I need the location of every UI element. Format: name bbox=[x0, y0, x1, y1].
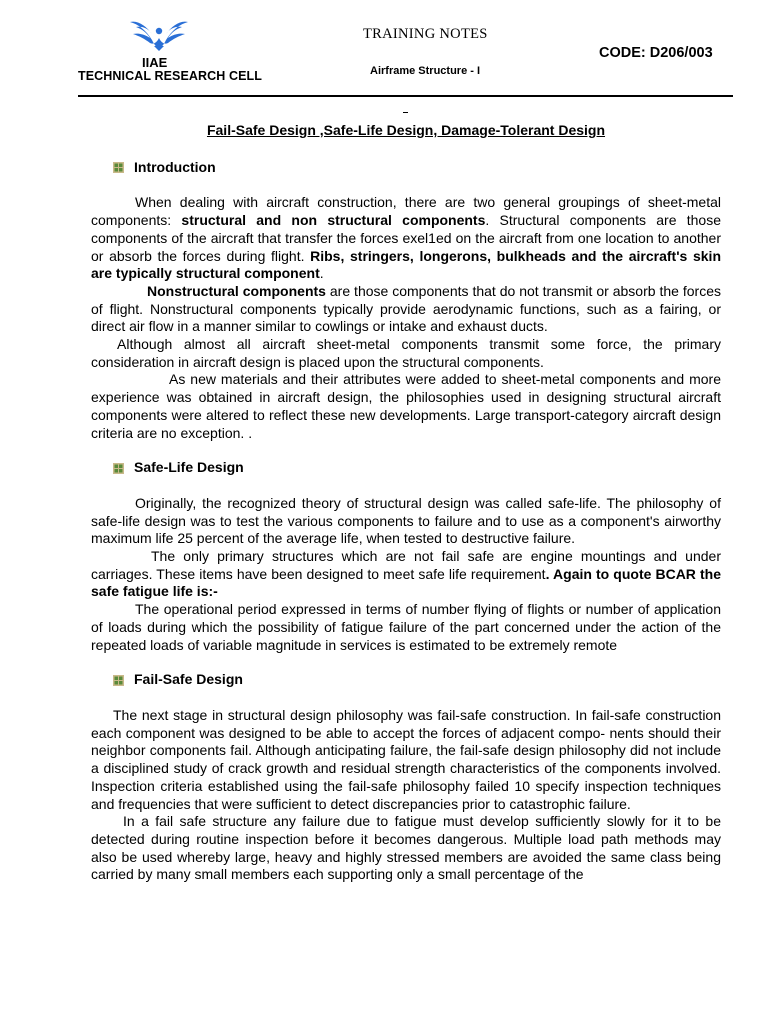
paragraph: The operational period expressed in terms of number flying of flights or number of application of loads during which the possibility of fatigue failure of the part concerned under the action of the repeated loads of variable magnitude in services is estimated to be extremely remote bbox=[91, 601, 721, 653]
header-tick-mark bbox=[403, 112, 408, 113]
org-name: IIAE bbox=[142, 55, 168, 70]
section-title: Introduction bbox=[134, 158, 216, 175]
section-title: Fail-Safe Design bbox=[134, 671, 243, 688]
org-subtitle: TECHNICAL RESEARCH CELL bbox=[78, 69, 263, 83]
square-bullet-icon bbox=[113, 162, 124, 173]
paragraph: When dealing with aircraft construction, there are two general groupings of sheet-metal components: structural and non structural components. Structural components are those components of the aircraft that transfer the forces exel1ed on the aircraft from one location to another or absorb the forces during flight. Ribs, stringers, longerons, bulkheads and the aircraft's skin are typically structural component. bbox=[91, 194, 721, 282]
page-header bbox=[0, 0, 768, 98]
header-rule bbox=[78, 95, 733, 97]
section-heading-safe-life bbox=[113, 459, 721, 477]
paragraph: The only primary structures which are not fail safe are engine mountings and under carriages. These items have been designed to meet safe life requirement. Again to quote BCAR the safe fatigue life is:- bbox=[91, 548, 721, 600]
paragraph: In a fail safe structure any failure due to fatigue must develop sufficiently slowly for it to be detected during routine inspection before it becomes dangerous. Multiple load path methods may also be used whereby large, heavy and highly stressed members are avoided the same class being carried by many small members each supporting only a small percentage of the bbox=[91, 813, 721, 883]
page-heading: Fail-Safe Design ,Safe-Life Design, Damage-Tolerant Design bbox=[206, 122, 606, 138]
section-title: Safe-Life Design bbox=[134, 459, 244, 476]
document-body bbox=[91, 122, 721, 884]
section-heading-fail-safe bbox=[113, 671, 721, 689]
document-subtitle: Airframe Structure - I bbox=[370, 65, 481, 77]
paragraph: Although almost all aircraft sheet-metal components transmit some force, the primary consideration in aircraft design is placed upon the structural components. bbox=[91, 336, 721, 370]
square-bullet-icon bbox=[113, 675, 124, 686]
paragraph: Nonstructural components are those components that do not transmit or absorb the forces of flight. Nonstructural components typically provide aerodynamic functions, such as a fairing, or direct air flow in a manner similar to cowlings or intake and exhaust ducts. bbox=[91, 282, 721, 335]
paragraph: As new materials and their attributes were added to sheet-metal components and more experience was obtained in aircraft design, the philosophies used in designing structural aircraft components were altered to reflect these new developments. Large transport-category aircraft design criteria are no exception. . bbox=[91, 371, 721, 441]
section-heading-introduction bbox=[113, 159, 721, 177]
iiae-logo-icon bbox=[128, 16, 190, 52]
square-bullet-icon bbox=[113, 463, 124, 474]
document-code: CODE: D206/003 bbox=[599, 45, 713, 61]
paragraph: The next stage in structural design philosophy was fail-safe construction. In fail-safe construction each component was designed to be able to accept the forces of adjacent compo- nents should their neighbor components fail. Although anticipating failure, the fail-safe design philosophy did not include a disciplined study of crack growth and residual strength characteristics of the components involved. Inspection criteria established using the fail-safe philosophy failed 10 specify inspection techniques and frequencies that were sufficient to detect discrepancies prior to catastrophic failure. bbox=[91, 706, 721, 812]
document-title: TRAINING NOTES bbox=[363, 26, 488, 42]
paragraph: Originally, the recognized theory of structural design was called safe-life. The philosophy of safe-life design was to test the various components to failure and to use as a component's airworthy maximum life 25 percent of the average life, when tested to destructive failure. bbox=[91, 494, 721, 547]
